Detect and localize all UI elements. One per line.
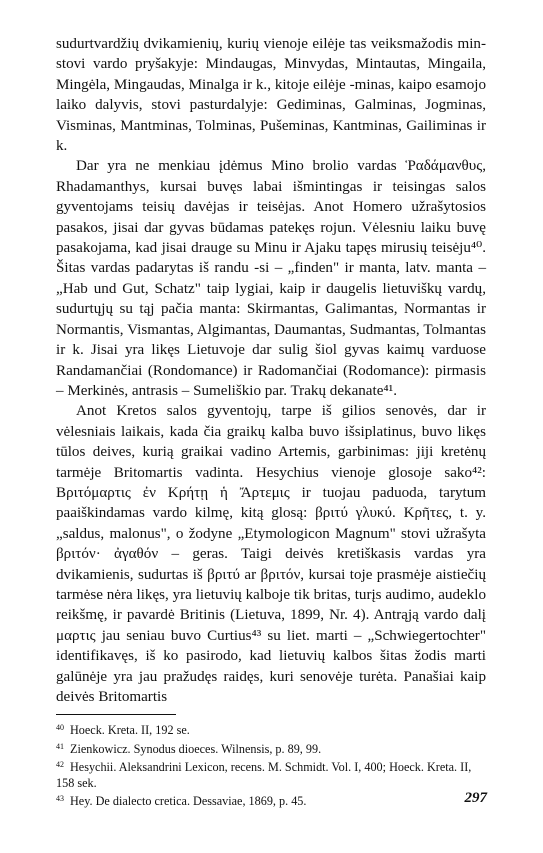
paragraph-3: Anot Kretos salos gyventojų, tarpe iš gilios senovės, dar ir vėlesniais laikais, kada čia graikų kalba buvo išsiplatinus, buvo likęs tūlos deives, kurią graikai vadino Artemis, garbinimas: jiji kretėnų tarmėje Britomartis vadinta. Hesychius vienoje glosoje sako⁴²: Βριτόμαρτις ἐν Κρήτῃ ἡ Ἄρτεμις ir tuojau paduoda, tarytum paaiškindamas vardo kilmę, kitą glosą: βριτύ γλυκύ. Κρῆτες, t. y. „saldus, malonus", o žodyne „Etymologicon Magnum" stovi užrašyta βριτόν· ἀγαθόν – geras. Taigi deivės kretiškasis vardas yra dvikamienis, sudurtas iš βριτύ ar βριτόν, kursai toje prasmėje aistiečių tarmėse nėra likęs, yra lietuvių kalboje tik britas, turįs audimo, audeklo reikšmę, ir pavardė Britinis (Lietuva, 1899, Nr. 4). Antrąją vardo dalį μαρτις jau seniau buvo Curtius⁴³ su liet. marti – „Schwiegertochter" identifikavęs, iš ko pasirodo, kad lietuvių kalbos šitas žodis marti galūnėje yra jau pražudęs raidęs, kuri senovėje turėta. Panašiai kaip deivės Britomartis (56, 403, 486, 705)
footnote-number: 43 (56, 794, 64, 804)
main-text (56, 34, 486, 707)
footnote-43 (56, 791, 486, 810)
footnote-divider (56, 714, 176, 715)
page-number: 297 (464, 790, 487, 806)
footnote-text: Hey. De dialecto cretica. Dessaviae, 1869, p. 45. (70, 794, 307, 809)
footnote-41 (56, 739, 486, 758)
footnotes (56, 720, 486, 810)
paragraph-1: sudurtvardžių dvikamienių, kurių vienoje eilėje tas veiksmažodis min- stovi vardo pryšakyje: Mindaugas, Minvydas, Mintautas, Mingaila, Mingėla, Mingaudas, Minalga ir k., kitoje eilėje -minas, kaipo esamojo laiko dalyvis, stovi pasturdalyje: Gediminas, Galminas, Jogminas, Visminas, Mantminas, Tolminas, Pušeminas, Kantminas, Gailiminas ir k. (56, 36, 486, 155)
footnote-number: 42 (56, 760, 64, 770)
footnote-text: Zienkowicz. Synodus dioeces. Wilnensis, p. 89, 99. (70, 741, 322, 756)
footnote-42 (56, 757, 486, 791)
paragraph-2: Dar yra ne menkiau įdėmus Mino brolio vardas Ῥαδάμανθυς, Rhadamanthys, kursai buvęs labai išmintingas ir teisingas salos gyventojams teisių davėjas ir teisėjas. Anot Homero užrašytosios pasakos, jisai dar gyvas būdamas patekęs rojun. Vėlesniu laiku buvę pasakojama, kad jisai drauge su Minu ir Ajaku tapęs mirusių teisėju⁴⁰. Šitas vardas padarytas iš randu -si – „finden" ir manta, latv. manta – „Hab und Gut, Schatz" taip lygiai, kaip ir daugelis lietuviškų vardų, sudurtųjų su tąj pačia manta: Skirmantas, Galimantas, Normantas ir Normantis, Vismantas, Algimantas, Daumantas, Sudmantas, Tolmantas ir k. Jisai yra likęs Lietuvoje dar sulig šiol gyvas kaimų varduose Randamančiai (Rondomance) ir Radomančiai (Rodomance): pirmasis – Merkinės, antrasis – Sumeliškio par. Trakų dekanate⁴¹. (56, 158, 486, 399)
footnote-40 (56, 720, 486, 739)
footnote-text: Hoeck. Kreta. II, 192 se. (70, 723, 190, 737)
footnote-text: Hesychii. Aleksandrini Lexicon, recens. M. Schmidt. Vol. I, 400; Hoeck. Kreta. II, 158 sek. (56, 760, 472, 790)
footnote-number: 40 (56, 723, 64, 732)
footnote-number: 41 (56, 741, 64, 751)
